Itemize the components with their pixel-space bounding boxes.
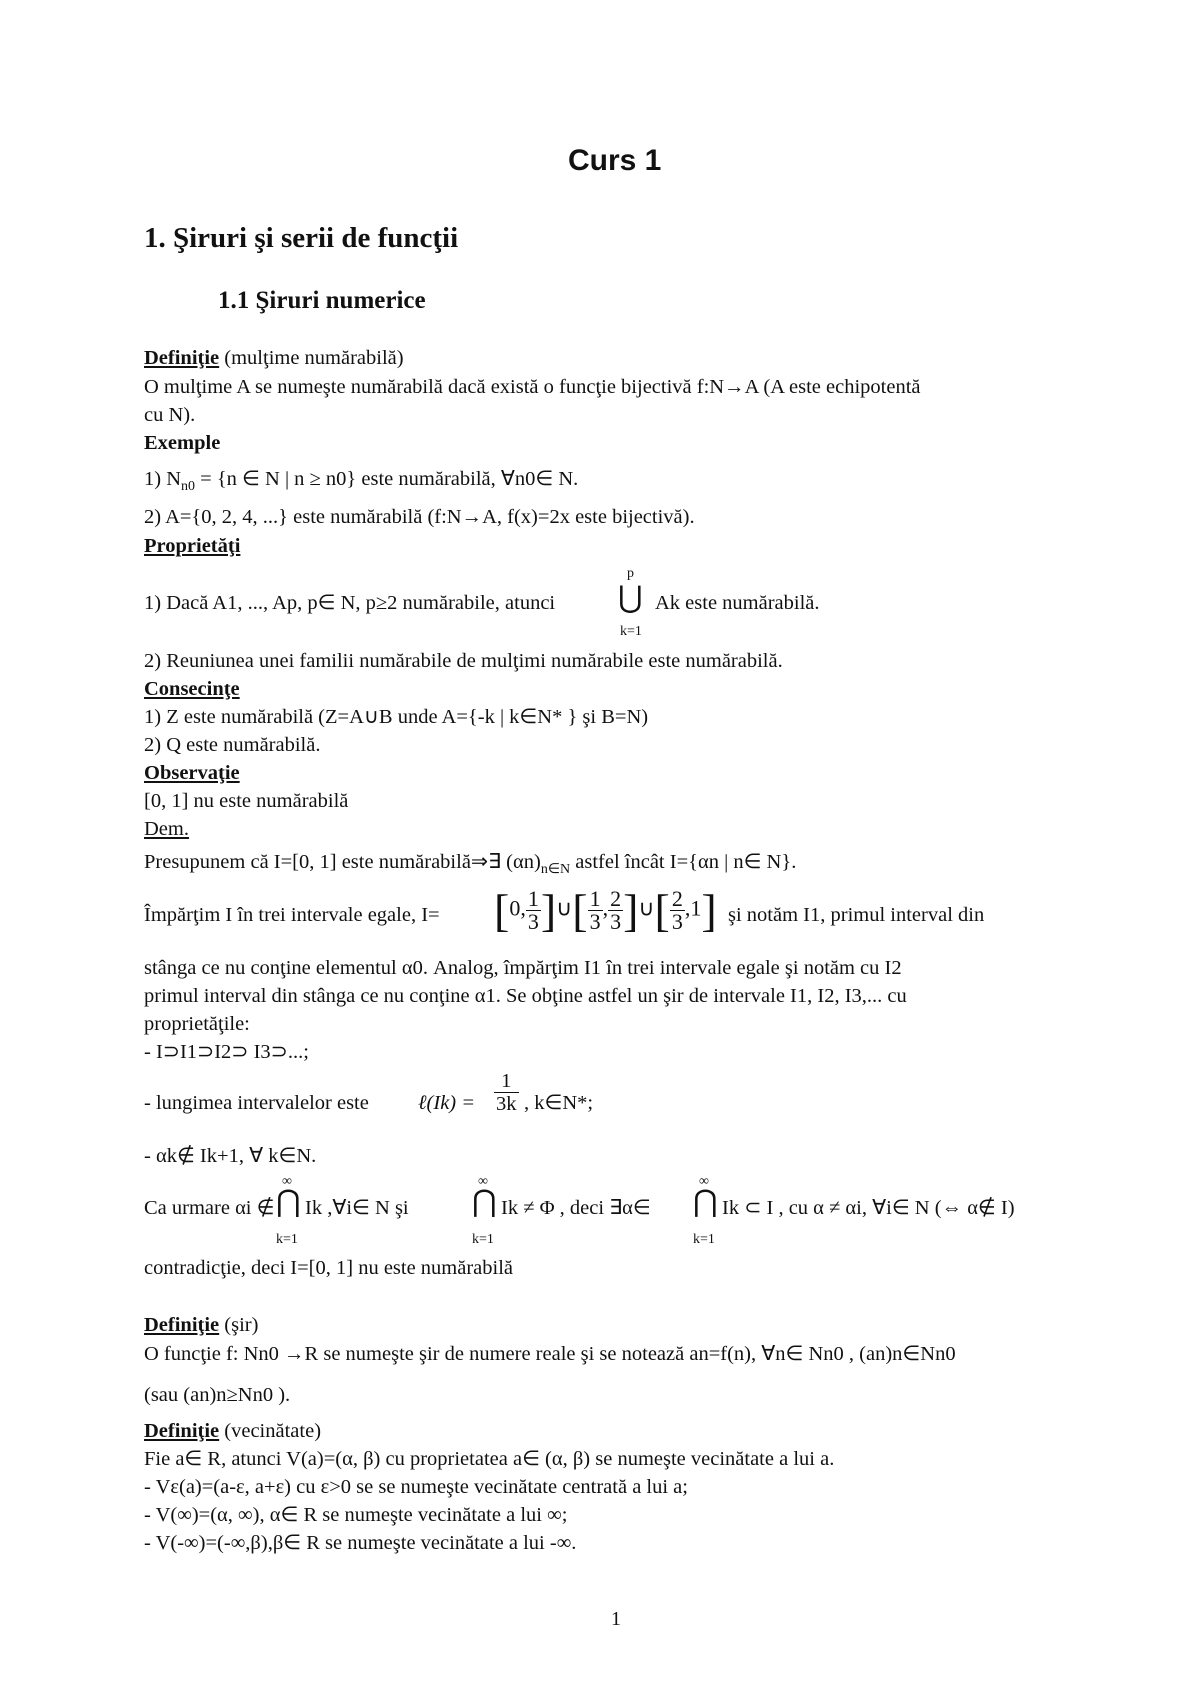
- proof-line-3: stânga ce nu conţine elementul α0. Analog, împărţim I1 în trei intervale egale şi notăm cu I2: [144, 957, 902, 979]
- definition-term: (mulţime numărabilă): [224, 347, 404, 369]
- example-1-rest: este numărabilă, ∀n0∈ N.: [361, 468, 579, 490]
- intersection-1-upper: ∞: [282, 1174, 292, 1189]
- intersection-3-upper: ∞: [699, 1174, 709, 1189]
- definition-label: Definiţie: [144, 347, 220, 369]
- interval-2-num-1: 1: [589, 886, 601, 911]
- conclusion-b: Ik ,∀i∈ N şi: [305, 1197, 409, 1219]
- bullet-1: - I⊃I1⊃I2⊃ I3⊃...;: [144, 1041, 309, 1063]
- interval-expression: [0, $\frac{1}{3}$ ]∪[ $\frac{1}{3}$ , $\frac{2}{3}$ ]∪[ $\frac{2}{3}$ ,1]: [494, 885, 717, 936]
- intersection-3-lower: k=1: [693, 1232, 715, 1247]
- definition-2-line-2: (sau (an)n≥Nn0 ).: [144, 1384, 291, 1406]
- big-intersection-symbol: ⋂: [472, 1185, 497, 1218]
- interval-3-den: 3: [671, 909, 683, 934]
- big-union-symbol: ⋃: [618, 581, 643, 614]
- consequence-2: 2) Q este numărabilă.: [144, 734, 321, 756]
- properties-label: Proprietăţi: [144, 535, 241, 557]
- definition-text: cu N).: [144, 404, 196, 426]
- example-1-lhs: 1) N: [144, 468, 182, 490]
- interval-2-den-1: 3: [589, 909, 601, 934]
- proof-line-1-a: Presupunem că I=[0, 1] este numărabilă⇒∃ (αn): [144, 851, 541, 873]
- interval-3-num: 2: [671, 886, 683, 911]
- proof-label: Dem.: [144, 818, 189, 840]
- bullet-2-math: ℓ(Ik) =: [418, 1092, 476, 1114]
- bullet-2-fraction: [494, 1070, 519, 1115]
- conclusion-c: Ik ≠ Φ , deci ∃α∈: [501, 1197, 651, 1219]
- example-1-set: = {n ∈ N | n ≥ n0}: [200, 468, 357, 490]
- property-1-text: 1) Dacă A1, ..., Ap, p∈ N, p≥2 numărabile, atunci: [144, 592, 556, 614]
- union-lower-limit: k=1: [620, 624, 642, 639]
- example-1: [144, 466, 578, 500]
- page-number: 1: [611, 1608, 621, 1630]
- property-1-tail: Ak este numărabilă.: [655, 592, 820, 614]
- section-heading: 1. Şiruri şi serii de funcţii: [144, 222, 459, 254]
- definition-label: Definiţie: [144, 1314, 220, 1336]
- conclusion-d: Ik ⊂ I , cu α ≠ αi, ∀i∈ N (⇔ α∉ I): [722, 1197, 1015, 1219]
- proof-line-1-subscript: n∈N: [540, 862, 571, 878]
- proof-line-5: proprietăţile:: [144, 1013, 250, 1035]
- examples-label: Exemple: [144, 432, 221, 454]
- proof-line-2-a: Împărţim I în trei intervale egale, I=: [144, 904, 440, 926]
- union-sign: ∪: [556, 895, 573, 921]
- example-2: 2) A={0, 2, 4, ...} este numărabilă (f:N→A, f(x)=2x este bijectivă).: [144, 506, 695, 528]
- conclusion-a: Ca urmare αi ∉: [144, 1197, 275, 1219]
- bullet-3: - αk∉ Ik+1, ∀ k∈N.: [144, 1145, 317, 1167]
- proof-line-2-b: şi notăm I1, primul interval din: [728, 904, 985, 926]
- consequences-label: Consecinţe: [144, 678, 240, 700]
- proof-conclusion: contradicţie, deci I=[0, 1] nu este numărabilă: [144, 1257, 514, 1279]
- fraction-numerator: 1: [494, 1070, 519, 1093]
- proof-line-1-b: astfel încât I={αn | n∈ N}.: [575, 851, 797, 873]
- intersection-2-upper: ∞: [478, 1174, 488, 1189]
- observation-text: [0, 1] nu este numărabilă: [144, 790, 349, 812]
- interval-1-den: 3: [527, 909, 539, 934]
- definition-3-line-2: - Vε(a)=(a-ε, a+ε) cu ε>0 se se numeşte vecinătate centrată a lui a;: [144, 1476, 688, 1498]
- proof-line-4: primul interval din stânga ce nu conţine α1. Se obţine astfel un şir de intervale I1, I2, I3,... cu: [144, 985, 907, 1007]
- definition-3-line-3: - V(∞)=(α, ∞), α∈ R se numeşte vecinătate a lui ∞;: [144, 1504, 568, 1526]
- consequence-1: 1) Z este numărabilă (Z=A∪B unde A={-k | k∈N* } şi B=N): [144, 706, 649, 728]
- page-title: Curs 1: [568, 144, 662, 177]
- big-intersection-symbol: ⋂: [693, 1185, 718, 1218]
- definition-2-line-1: O funcţie f: Nn0 →R se numeşte şir de numere reale şi se notează an=f(n), ∀n∈ Nn0 , (an)n∈Nn0: [144, 1343, 956, 1365]
- example-1-subscript: n0: [181, 479, 196, 495]
- definition-text: O mulţime A se numeşte numărabilă dacă există o funcţie bijectivă f:N→A (A este echipotentă: [144, 376, 921, 398]
- intersection-2-lower: k=1: [472, 1232, 494, 1247]
- definition-3-line-4: - V(-∞)=(-∞,β),β∈ R se numeşte vecinătate a lui -∞.: [144, 1532, 577, 1554]
- interval-1-num: 1: [527, 886, 539, 911]
- definition-label: Definiţie: [144, 1420, 220, 1442]
- proof-line-1: [144, 849, 796, 883]
- big-intersection-symbol: ⋂: [276, 1185, 301, 1218]
- definition-3-line-1: Fie a∈ R, atunci V(a)=(α, β) cu proprietatea a∈ (α, β) se numeşte vecinătate a lui a.: [144, 1448, 835, 1470]
- bullet-2-b: , k∈N*;: [524, 1092, 594, 1114]
- definition-2-block: [144, 1312, 258, 1339]
- definition-3-block: [144, 1418, 321, 1445]
- interval-2-num-2: 2: [610, 886, 622, 911]
- property-2-text: 2) Reuniunea unei familii numărabile de mulţimi numărabile este numărabilă.: [144, 650, 783, 672]
- subsection-heading: 1.1 Şiruri numerice: [218, 287, 426, 314]
- union-sign: ∪: [638, 895, 655, 921]
- interval-3-right: ,1: [684, 895, 702, 921]
- fraction-denominator: 3k: [496, 1093, 517, 1115]
- observation-label: Observaţie: [144, 762, 240, 784]
- definition-term: (vecinătate): [224, 1420, 322, 1442]
- definition-term: (şir): [224, 1314, 259, 1336]
- definition-block: [144, 345, 404, 372]
- bullet-2-a: - lungimea intervalelor este: [144, 1092, 369, 1114]
- interval-2-den-2: 3: [610, 909, 622, 934]
- interval-1-left: 0,: [509, 895, 526, 921]
- union-upper-limit: p: [627, 566, 634, 581]
- intersection-1-lower: k=1: [276, 1232, 298, 1247]
